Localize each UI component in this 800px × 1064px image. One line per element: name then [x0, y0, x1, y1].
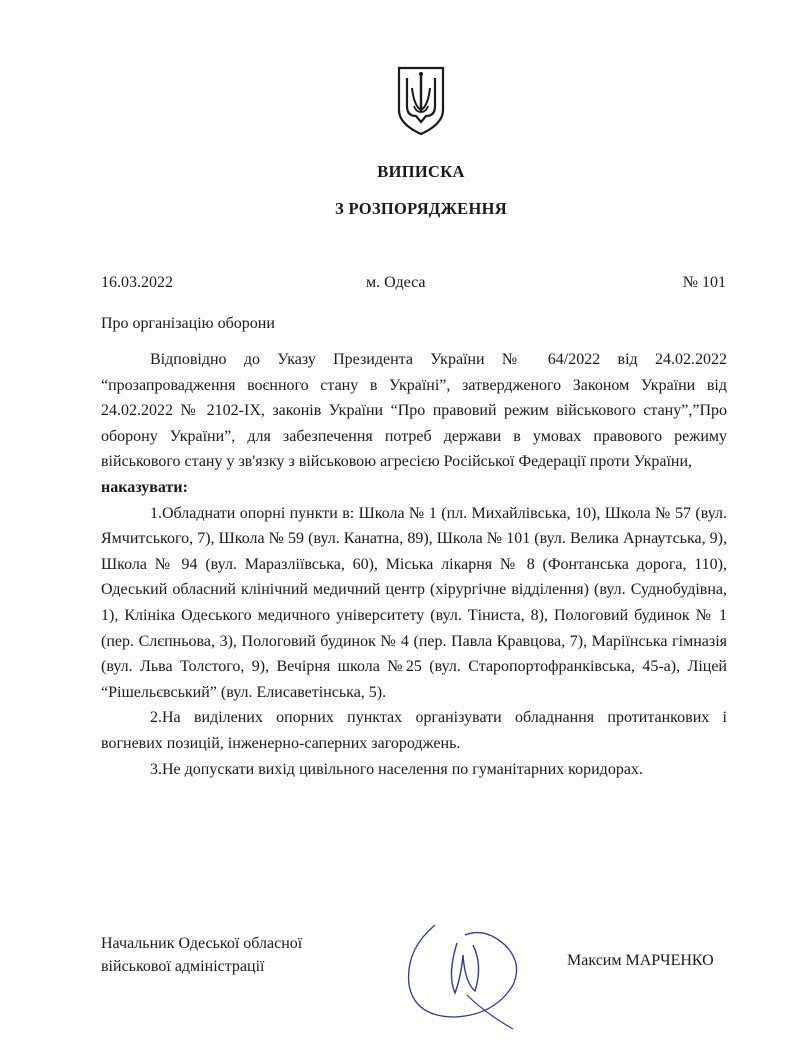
order-item: [101, 705, 727, 756]
order-item-number: 3.: [150, 760, 162, 778]
order-item: [101, 757, 727, 783]
document-body: [101, 347, 727, 782]
signer-name: Максим МАРЧЕНКО: [567, 952, 714, 969]
order-word: наказувати:: [101, 478, 188, 496]
order-item-text: На виділених опорних пунктах організувати обладнання протитанкових і вогневих позицій, інженерно-саперних загороджень.: [101, 709, 727, 752]
order-item-text: Обладнати опорні пункти в: Школа № 1 (пл. Михайлівська, 10), Школа № 57 (вул. Ямчитського, 7), Школа № 59 (вул. Канатна, 89), Школа № 101 (вул. Велика Арнаутська, 9), Школа № 94 (вул. Маразліївська, 60), Міська лікарня № 8 (Фонтанська дорога, 110), Одеський обласний клінічний медичний центр (хірургічне відділення) (вул. Суднобудівна, 1), Клініка Одеського медичного університету (вул. Тіниста, 8), Пологовий будинок № 1 (пер. Слєпньова, 3), Пологовий будинок № 4 (пер. Павла Кравцова, 7), Маріїнська гімназія (вул. Льва Толстого, 9), Вечірня школа №25 (вул. Старопортофранківська, 45-а), Ліцей “Рішельєвський” (вул. Елисаветінська, 5).: [101, 504, 727, 701]
document-subheading: З РОЗПОРЯДЖЕННЯ: [335, 199, 507, 218]
order-item: [101, 501, 727, 706]
signer-title: [101, 932, 302, 978]
document-city: м. Одеса: [366, 274, 426, 291]
document-date: 16.03.2022: [101, 274, 173, 291]
handwritten-signature-icon: [395, 905, 545, 1035]
document-number: № 101: [682, 274, 726, 291]
order-item-text: Не допускати вихід цивільного населення по гуманітарних коридорах.: [162, 760, 643, 778]
order-item-number: 1.: [150, 504, 162, 522]
document-subject: Про організацію оборони: [101, 315, 275, 332]
document-heading: ВИПИСКА: [377, 162, 465, 181]
order-item-number: 2.: [150, 709, 162, 727]
signer-title-line: Начальник Одеської обласної: [101, 935, 303, 952]
signer-title-line: військової адміністрації: [101, 958, 265, 975]
preamble-paragraph: Відповідно до Указу Президента України № 64/2022 від 24.02.2022 “прозапровадження воєнного стану в Україні”, затвердженого Законом України від 24.02.2022 № 2102-IX, законів України “Про правовий режим військового стану”,”Про оборону України”, для забезпечення потреб держави в умовах правового режиму військового стану у зв'язку з військовою агресією Російської Федерації проти України,: [101, 351, 727, 471]
trident-emblem-icon: [396, 66, 446, 136]
